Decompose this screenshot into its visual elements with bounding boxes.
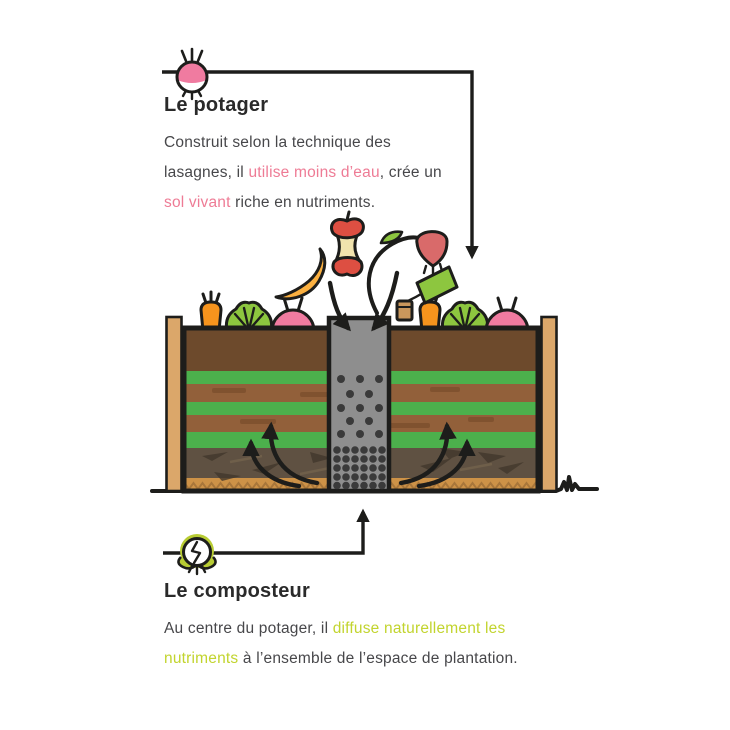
text-segment: riche en nutriments. [230,194,376,211]
potager-title: Le potager [164,94,269,116]
text-segment: à l’ensemble de l’espace de plantation. [238,650,518,667]
highlight-pink: utilise moins d’eau [248,164,380,181]
wood-post-left [167,317,182,491]
potager-section [164,94,494,218]
wood-post-right [542,317,557,491]
banana-peel-icon [276,249,325,299]
highlight-green: diffuse naturellement les [332,620,506,637]
apple-core-icon [331,212,363,276]
text-segment: lasagnes, il [164,164,249,181]
text-segment: Au centre du potager, il [164,620,333,637]
potager-description [164,128,494,218]
text-segment: , crée un [379,164,442,181]
composteur-title: Le composteur [164,580,310,602]
carrot-icon [201,292,221,331]
composteur-section [164,580,614,674]
text-segment: Construit selon la technique des [164,134,391,151]
highlight-green: nutriments [164,650,239,667]
composteur-description [164,614,614,674]
radish-icon [177,49,207,99]
highlight-pink: sol vivant [164,194,231,211]
cabbage-icon [178,534,215,574]
composter [329,318,389,491]
